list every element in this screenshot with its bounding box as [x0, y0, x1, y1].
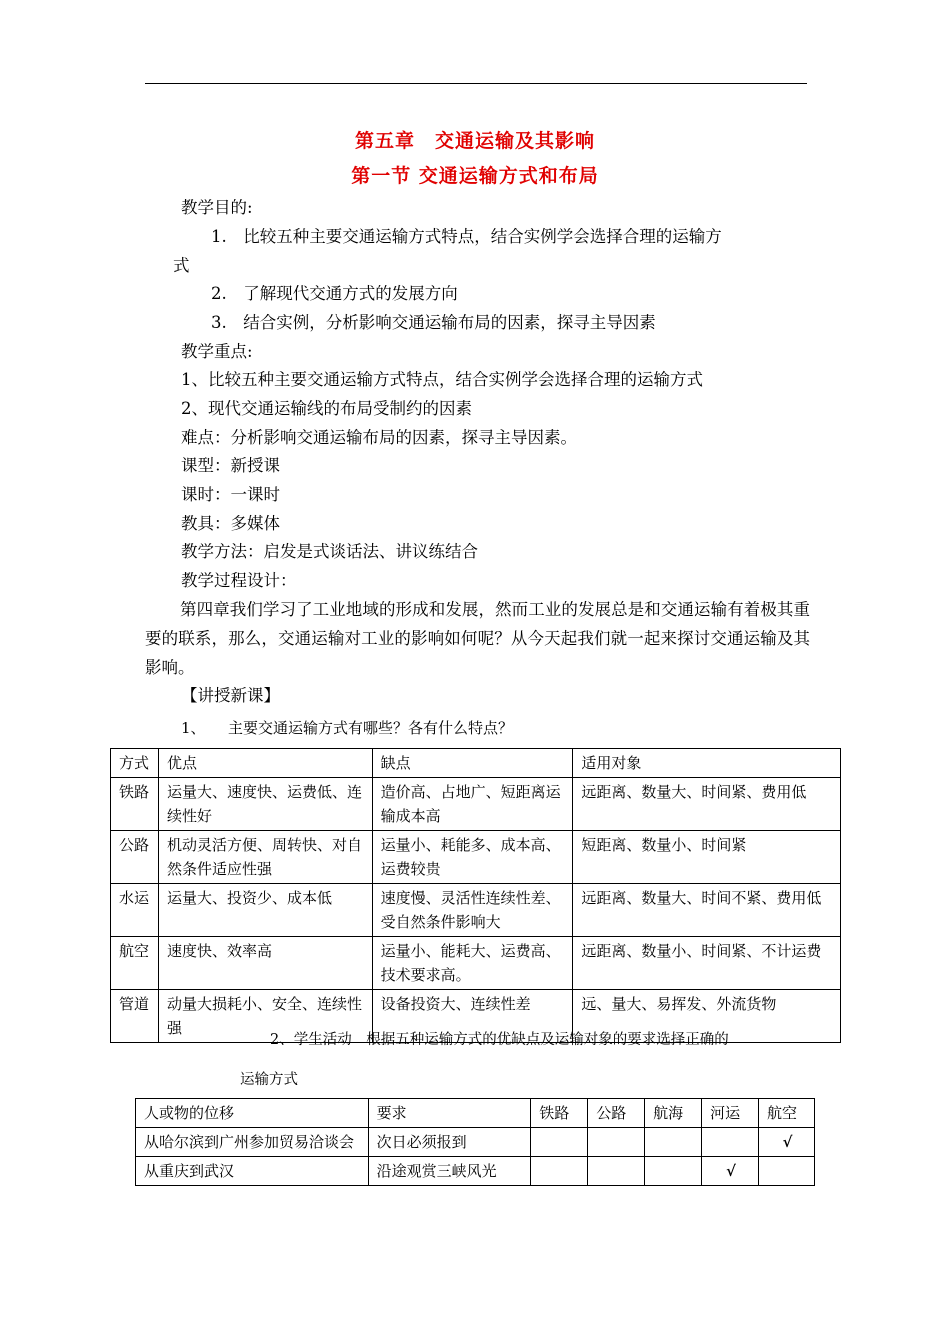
table-cell: 管道	[111, 990, 159, 1043]
header-cell: 要求	[368, 1099, 531, 1128]
table-cell: 速度慢、灵活性连续性差、受自然条件影响大	[372, 884, 573, 937]
objective-1: 1. 比较五种主要交通运输方式特点，结合实例学会选择合理的运输方	[211, 227, 722, 246]
transport-comparison-table	[110, 748, 841, 1043]
header-cell: 航空	[759, 1099, 815, 1128]
difficulty: 难点：分析影响交通运输布局的因素，探寻主导因素。	[181, 428, 577, 447]
header-cell: 适用对象	[573, 749, 841, 778]
objective-3: 3. 结合实例，分析影响交通运输布局的因素，探寻主导因素	[211, 313, 656, 332]
check-cell: √	[702, 1157, 759, 1186]
table-cell: 铁路	[111, 778, 159, 831]
table-cell: 从重庆到武汉	[136, 1157, 369, 1186]
table-cell: 短距离、数量小、时间紧	[573, 831, 841, 884]
table-header-row	[136, 1099, 815, 1128]
check-cell: √	[759, 1128, 815, 1157]
table-row	[136, 1128, 815, 1157]
check-cell	[759, 1157, 815, 1186]
table-cell: 机动灵活方便、周转快、对自然条件适应性强	[158, 831, 372, 884]
table-row	[111, 937, 841, 990]
table-header-row	[111, 749, 841, 778]
teaching-method: 教学方法：启发是式谈话法、讲议练结合	[181, 542, 478, 561]
objective-2: 2. 了解现代交通方式的发展方向	[211, 284, 458, 303]
table-cell: 造价高、占地广、短距离运输成本高	[372, 778, 573, 831]
header-cell: 航海	[645, 1099, 702, 1128]
check-cell	[645, 1157, 702, 1186]
table-row	[111, 884, 841, 937]
header-rule	[145, 83, 807, 84]
objective-1-cont: 式	[173, 256, 190, 275]
question-1: 1、 主要交通运输方式有哪些？各有什么特点？	[181, 719, 514, 737]
table-cell: 远距离、数量大、时间紧、费用低	[573, 778, 841, 831]
check-cell	[702, 1128, 759, 1157]
table-cell: 运量大、投资少、成本低	[158, 884, 372, 937]
teaching-aids: 教具：多媒体	[181, 514, 280, 533]
table-cell: 运量大、速度快、运费低、连续性好	[158, 778, 372, 831]
table-cell: 动量大损耗小、安全、连续性强	[158, 990, 372, 1043]
table-row	[111, 778, 841, 831]
key-point-2: 2、现代交通运输线的布局受制约的因素	[181, 399, 472, 418]
table-cell: 沿途观赏三峡风光	[368, 1157, 531, 1186]
transport-choice-table	[135, 1098, 815, 1186]
check-cell	[531, 1128, 588, 1157]
header-cell: 缺点	[372, 749, 573, 778]
header-cell: 方式	[111, 749, 159, 778]
section-title: 第一节 交通运输方式和布局	[351, 165, 599, 187]
table-row	[111, 831, 841, 884]
table-cell: 设备投资大、连续性差	[372, 990, 573, 1043]
table-cell: 运量小、耗能多、成本高、运费较贵	[372, 831, 573, 884]
table-cell: 公路	[111, 831, 159, 884]
check-cell	[588, 1128, 645, 1157]
header-cell: 河运	[702, 1099, 759, 1128]
header-cell: 优点	[158, 749, 372, 778]
table-cell: 水运	[111, 884, 159, 937]
chapter-title: 第五章 交通运输及其影响	[354, 130, 595, 152]
new-lesson-label: 【讲授新课】	[181, 686, 280, 705]
table-cell: 航空	[111, 937, 159, 990]
key-points-heading: 教学重点:	[181, 342, 253, 361]
process-heading: 教学过程设计：	[181, 571, 297, 590]
activity-heading-cont: 运输方式	[240, 1072, 298, 1088]
check-cell	[588, 1157, 645, 1186]
lesson-type: 课型：新授课	[181, 456, 280, 475]
table-row	[136, 1157, 815, 1186]
header-cell: 人或物的位移	[136, 1099, 369, 1128]
table-cell: 速度快、效率高	[158, 937, 372, 990]
table-cell: 远、量大、易挥发、外流货物	[573, 990, 841, 1043]
table-cell: 次日必须报到	[368, 1128, 531, 1157]
table-cell: 远距离、数量小、时间紧、不计运费	[573, 937, 841, 990]
check-cell	[645, 1128, 702, 1157]
intro-paragraph: 第四章我们学习了工业地域的形成和发展，然而工业的发展总是和交通运输有着极其重要的联系，那么，交通运输对工业的影响如何呢？从今天起我们就一起来探讨交通运输及其影响。	[145, 600, 810, 677]
check-cell	[531, 1157, 588, 1186]
header-cell: 铁路	[531, 1099, 588, 1128]
key-point-1: 1、比较五种主要交通运输方式特点，结合实例学会选择合理的运输方式	[181, 370, 703, 389]
header-cell: 公路	[588, 1099, 645, 1128]
table-cell: 从哈尔滨到广州参加贸易洽谈会	[136, 1128, 369, 1157]
activity-heading: 2、学生活动 根据五种运输方式的优缺点及运输对象的要求选择正确的	[270, 1032, 729, 1048]
objectives-heading: 教学目的:	[181, 198, 253, 217]
table-cell: 远距离、数量大、时间不紧、费用低	[573, 884, 841, 937]
table-cell: 运量小、能耗大、运费高、技术要求高。	[372, 937, 573, 990]
lesson-hours: 课时：一课时	[181, 485, 280, 504]
